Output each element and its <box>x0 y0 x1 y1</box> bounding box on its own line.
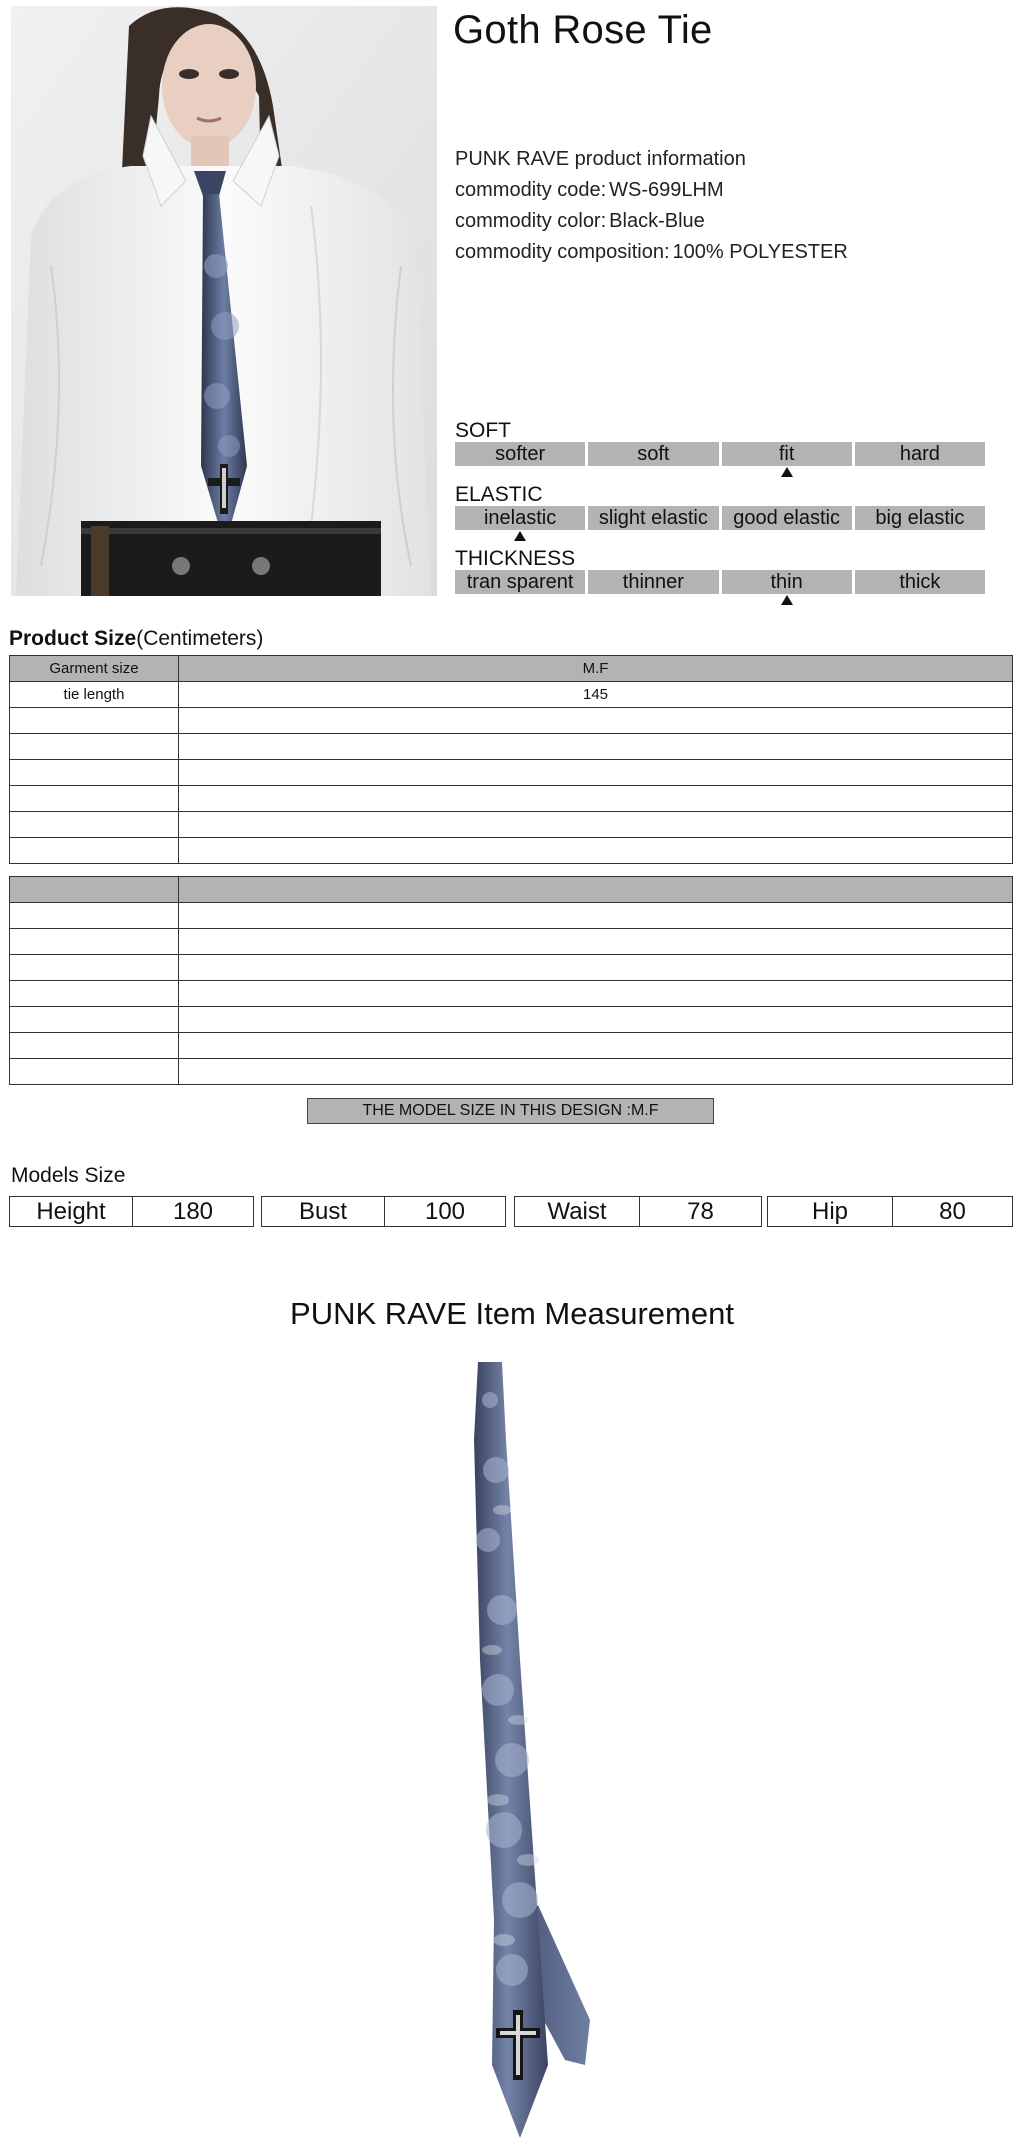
model-stat-waist <box>514 1196 762 1227</box>
table-cell <box>10 955 179 981</box>
table-row <box>10 903 1013 929</box>
table-row <box>10 812 1013 838</box>
code-label: commodity code: <box>455 179 607 201</box>
product-size-heading <box>9 627 263 651</box>
header-cell: Garment size <box>10 656 179 682</box>
table-cell: tie length <box>10 682 179 708</box>
composition-label: commodity composition: <box>455 241 670 263</box>
size-table-header <box>10 877 1013 903</box>
table-cell <box>10 1033 179 1059</box>
model-stat-label: Waist <box>547 1198 607 1225</box>
table-cell <box>179 903 1013 929</box>
table-cell: 145 <box>179 682 1013 708</box>
table-cell <box>10 1007 179 1033</box>
table-cell <box>10 812 179 838</box>
feel-soft-option: soft <box>588 442 718 466</box>
tie-product-image <box>440 1360 600 2145</box>
feel-thickness-option: thin <box>722 570 852 594</box>
table-cell <box>10 708 179 734</box>
feel-elastic-label: ELASTIC <box>455 483 543 506</box>
table-row <box>10 1033 1013 1059</box>
info-color <box>455 206 848 237</box>
table-cell <box>179 838 1013 864</box>
feel-elastic-option: inelastic <box>455 506 585 530</box>
table-row <box>10 786 1013 812</box>
table-cell <box>179 1033 1013 1059</box>
feel-soft <box>455 420 985 482</box>
feel-soft-option: fit <box>722 442 852 466</box>
table-row <box>10 981 1013 1007</box>
model-stat-height <box>9 1196 254 1227</box>
feel-soft-marker-icon <box>781 467 793 477</box>
feel-elastic-option: good elastic <box>722 506 852 530</box>
measurement-title: PUNK RAVE Item Measurement <box>290 1296 734 1331</box>
table-cell <box>10 981 179 1007</box>
feel-elastic <box>455 484 985 546</box>
models-size-row <box>9 1196 1013 1227</box>
table-cell <box>179 1059 1013 1085</box>
model-stat-value: 80 <box>892 1197 1012 1226</box>
table-cell <box>10 838 179 864</box>
size-table-secondary <box>9 876 1013 1085</box>
model-stat-label: Hip <box>811 1198 848 1225</box>
feel-thickness-option: thinner <box>588 570 718 594</box>
size-table-header <box>10 656 1013 682</box>
product-size-title: Product Size <box>9 627 137 650</box>
table-cell <box>179 734 1013 760</box>
model-size-note: THE MODEL SIZE IN THIS DESIGN :M.F <box>307 1098 714 1124</box>
model-stat-label: Bust <box>298 1198 348 1225</box>
table-row <box>10 1007 1013 1033</box>
info-heading: PUNK RAVE product information <box>455 148 746 170</box>
models-size-title: Models Size <box>11 1164 126 1187</box>
table-row <box>10 760 1013 786</box>
table-row <box>10 734 1013 760</box>
feel-thickness-label: THICKNESS <box>455 547 576 570</box>
info-code <box>455 175 848 206</box>
table-row <box>10 838 1013 864</box>
table-cell <box>10 760 179 786</box>
header-cell <box>179 877 1013 903</box>
model-stat-value: 100 <box>384 1197 505 1226</box>
model-stat-bust <box>261 1196 506 1227</box>
model-stat-value: 78 <box>639 1197 761 1226</box>
info-composition <box>455 237 848 268</box>
table-row <box>10 955 1013 981</box>
feel-thickness <box>455 548 985 610</box>
feel-elastic-option: slight elastic <box>588 506 718 530</box>
table-row <box>10 929 1013 955</box>
size-table <box>9 655 1013 864</box>
model-stat-label: Height <box>36 1198 106 1225</box>
product-size-unit: (Centimeters) <box>136 627 264 650</box>
table-cell <box>10 929 179 955</box>
feel-elastic-marker-icon <box>514 531 526 541</box>
feel-soft-option: softer <box>455 442 585 466</box>
feel-thickness-option: thick <box>855 570 985 594</box>
table-cell <box>10 903 179 929</box>
table-cell <box>179 786 1013 812</box>
product-title: Goth Rose Tie <box>453 8 713 52</box>
table-cell <box>10 734 179 760</box>
table-cell <box>10 786 179 812</box>
color-value: Black-Blue <box>609 210 705 232</box>
table-row <box>10 708 1013 734</box>
table-cell <box>10 1059 179 1085</box>
table-cell <box>179 929 1013 955</box>
feel-soft-option: hard <box>855 442 985 466</box>
table-cell <box>179 760 1013 786</box>
code-value: WS-699LHM <box>609 179 724 201</box>
model-photo <box>11 6 437 596</box>
header-cell: M.F <box>179 656 1013 682</box>
table-cell <box>179 1007 1013 1033</box>
header-cell <box>10 877 179 903</box>
table-row <box>10 682 1013 708</box>
product-info <box>455 144 848 268</box>
model-stat-value: 180 <box>132 1197 253 1226</box>
model-stat-hip <box>767 1196 1013 1227</box>
table-cell <box>179 708 1013 734</box>
table-row <box>10 1059 1013 1085</box>
feel-thickness-option: tran sparent <box>455 570 585 594</box>
feel-thickness-marker-icon <box>781 595 793 605</box>
composition-value: 100% POLYESTER <box>672 241 848 263</box>
table-cell <box>179 981 1013 1007</box>
feel-soft-label: SOFT <box>455 419 511 442</box>
color-label: commodity color: <box>455 210 607 232</box>
table-cell <box>179 812 1013 838</box>
feel-elastic-option: big elastic <box>855 506 985 530</box>
table-cell <box>179 955 1013 981</box>
